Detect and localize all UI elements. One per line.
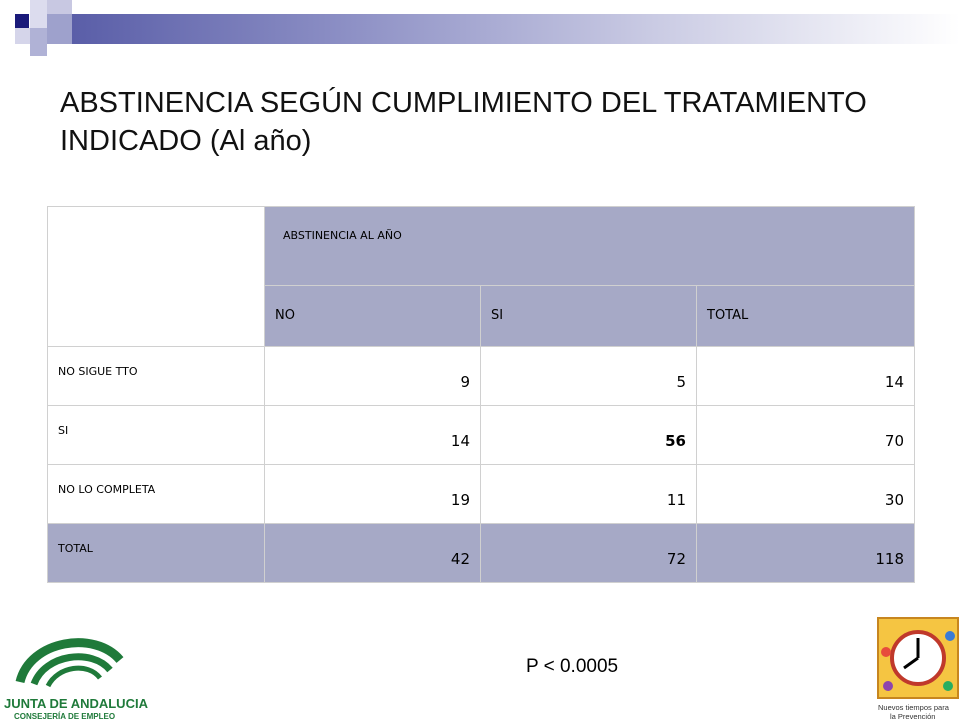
row-label: NO LO COMPLETA: [48, 465, 265, 524]
column-header: TOTAL: [697, 286, 915, 347]
row-label: SI: [48, 406, 265, 465]
table-cell: 56: [481, 406, 697, 465]
table-cell: 30: [697, 465, 915, 524]
logo-text-line2: CONSEJERÍA DE EMPLEO: [14, 712, 116, 720]
table-corner: [48, 207, 265, 347]
table-cell: 118: [697, 524, 915, 583]
table-row: [48, 347, 915, 406]
table-cell: 14: [265, 406, 481, 465]
slide-title: ABSTINENCIA SEGÚN CUMPLIMIENTO DEL TRATAMIENTO INDICADO (Al año): [60, 87, 867, 157]
table-cell: 42: [265, 524, 481, 583]
column-header: NO: [265, 286, 481, 347]
prevention-clock-logo: [876, 616, 960, 720]
p-value: P < 0.0005: [526, 656, 619, 677]
table-row: [48, 465, 915, 524]
column-header: SI: [481, 286, 697, 347]
logo-caption-line2: la Prevención: [890, 712, 936, 720]
junta-andalucia-logo: [0, 620, 160, 720]
logo-caption-line1: Nuevos tiempos para: [878, 703, 949, 712]
row-label: TOTAL: [48, 524, 265, 583]
table-cell: 70: [697, 406, 915, 465]
logo-text-line1: JUNTA DE ANDALUCIA: [4, 696, 148, 711]
table-cell: 19: [265, 465, 481, 524]
table-row: [48, 524, 915, 583]
data-table: [47, 206, 915, 583]
table-cell: 14: [697, 347, 915, 406]
table-cell: 72: [481, 524, 697, 583]
table-row: [48, 406, 915, 465]
table-cell: 9: [265, 347, 481, 406]
row-label: NO SIGUE TTO: [48, 347, 265, 406]
table-cell: 5: [481, 347, 697, 406]
table-cell: 11: [481, 465, 697, 524]
group-header: ABSTINENCIA AL AÑO: [265, 207, 915, 286]
